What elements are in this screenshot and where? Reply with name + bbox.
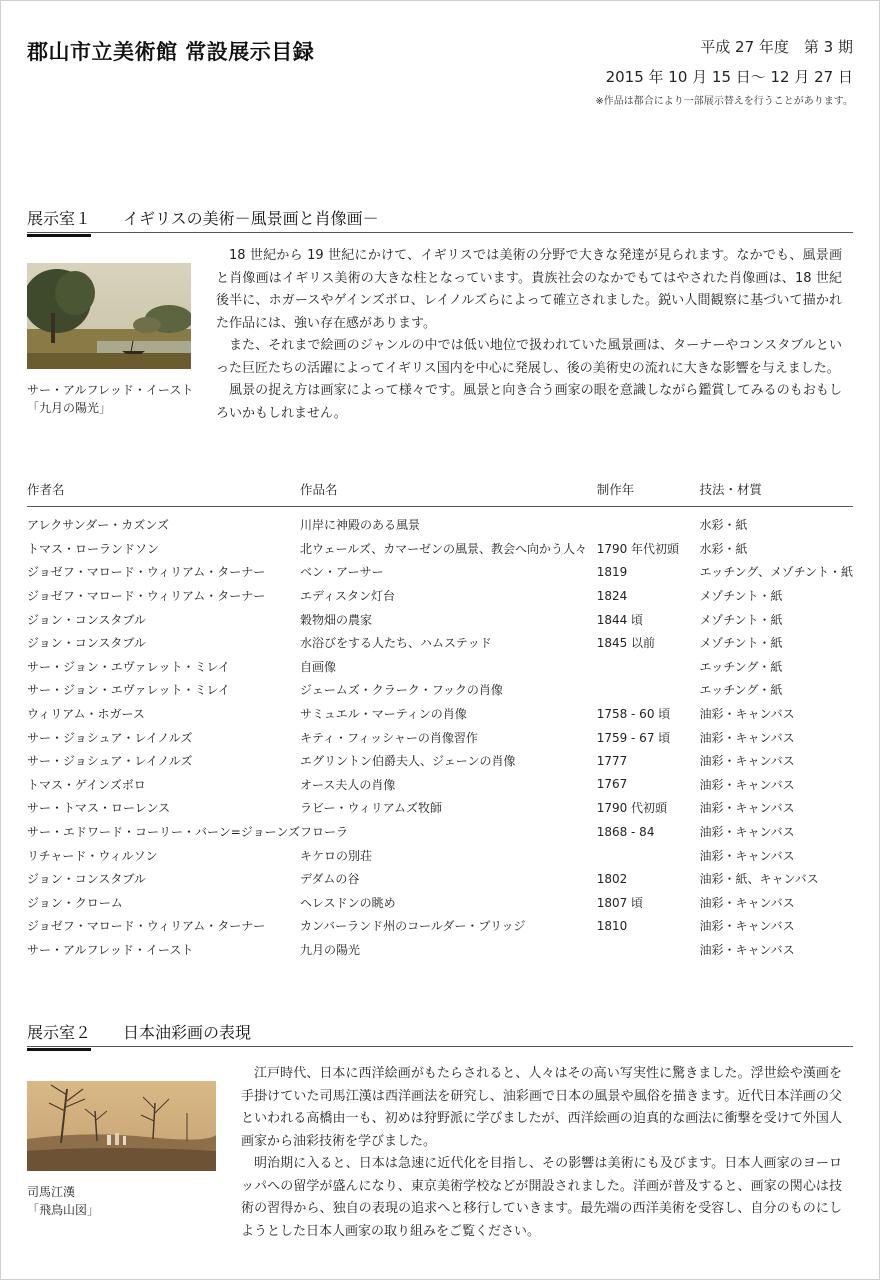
cell-medium: 油彩・紙、キャンバス	[699, 872, 819, 887]
cell-medium: メゾチント・紙	[699, 636, 783, 651]
cell-year: 1767	[596, 777, 628, 792]
table-row	[27, 631, 853, 655]
table-row	[27, 678, 853, 702]
cell-artist: サー・アルフレッド・イースト	[27, 942, 194, 957]
section1-title: イギリスの美術－風景画と肖像画－	[123, 209, 379, 228]
cell-title: 九月の陽光	[299, 942, 360, 957]
section2-paragraph: 江戸時代、日本に西洋絵画がもたらされると、人々はその高い写実性に驚きました。浮世絵や漢画を手掛けていた司馬江漢は西洋画法を研究し、油彩画で日本の風景や風俗を描きます。近代日本洋画の父といわれる高橋由一も、初めは狩野派に学びましたが、西洋絵画の迫真的な画法に衝撃を受けて外国人画家から油彩技術を学びました。	[241, 1066, 842, 1149]
cell-title: カンバーランド州のコールダー・ブリッジ	[299, 919, 526, 934]
table-row	[27, 749, 853, 773]
cell-year: 1802	[596, 871, 628, 886]
exhibition-period: 平成 27 年度 第 3 期	[700, 38, 853, 56]
cell-medium: 油彩・キャンバス	[699, 754, 795, 769]
thumbnail-september-sunshine	[27, 263, 191, 369]
asukayama-painting-image	[27, 1081, 216, 1171]
cell-year	[597, 678, 700, 702]
cell-artist: サー・ジョン・エヴァレット・ミレイ	[27, 683, 230, 698]
table-row	[27, 507, 853, 537]
cell-title: サミュエル・マーティンの肖像	[299, 707, 467, 722]
cell-artist: ジョゼフ・マロード・ウィリアム・ターナー	[27, 919, 266, 934]
cell-medium: 油彩・キャンバス	[699, 919, 795, 934]
cell-year: 1790 代初頭	[596, 801, 668, 816]
cell-artist: トマス・ローランドソン	[27, 541, 160, 556]
section1-number: 展示室１	[27, 206, 91, 232]
cell-year: 1777	[596, 753, 628, 768]
cell-title: 水浴びをする人たち、ハムステッド	[299, 636, 492, 651]
rotation-note: ※作品は都合により一部展示替えを行うことがあります。	[595, 96, 853, 107]
section2-body	[241, 1063, 842, 1243]
section1-paragraph: 風景の捉え方は画家によって様々です。風景と向き合う画家の眼を意識しながら鑑賞してみるのもおもしろいかもしれません。	[216, 383, 842, 421]
section2-heading	[27, 1020, 853, 1047]
table-row	[27, 560, 853, 584]
cell-medium: 油彩・キャンバス	[699, 895, 795, 910]
cell-year: 1844 頃	[596, 612, 644, 627]
cell-medium: エッチング・紙	[699, 683, 783, 698]
table-row	[27, 773, 853, 797]
exhibition-dates: 2015 年 10 月 15 日～ 12 月 27 日	[605, 68, 853, 86]
cell-artist: ウィリアム・ホガース	[27, 707, 145, 722]
cell-medium: 油彩・キャンバス	[699, 777, 795, 792]
cell-artist: リチャード・ウィルソン	[27, 848, 158, 863]
cell-year: 1819	[596, 564, 628, 579]
cell-artist: サー・ジョシュア・レイノルズ	[27, 754, 193, 769]
column-header-medium: 技法・材質	[700, 476, 854, 507]
cell-medium: 水彩・紙	[699, 518, 748, 533]
cell-title: キティ・フィッシャーの肖像習作	[299, 730, 478, 745]
table-row	[27, 938, 853, 962]
column-header-year: 制作年	[597, 476, 700, 507]
cell-title: ラビー・ウィリアムズ牧師	[299, 801, 442, 816]
cell-year: 1790 年代初頭	[596, 541, 680, 556]
caption-work: 「飛鳥山図」	[27, 1203, 100, 1217]
cell-year: 1758 - 60 頃	[596, 707, 671, 722]
cell-artist: ジョゼフ・マロード・ウィリアム・ターナー	[27, 589, 266, 604]
table-row	[27, 655, 853, 679]
thumbnail1-caption	[27, 381, 193, 417]
cell-medium: メゾチント・紙	[699, 612, 783, 627]
cell-artist: ジョン・クローム	[27, 895, 123, 910]
cell-title: ヘレスドンの眺め	[299, 895, 396, 910]
table-row	[27, 584, 853, 608]
cell-title: ジェームズ・クラーク・フックの肖像	[299, 683, 503, 698]
cell-title: ベン・アーサー	[299, 565, 384, 580]
table-row	[27, 867, 853, 891]
cell-artist: ジョン・コンスタブル	[27, 612, 146, 627]
cell-year	[597, 655, 700, 679]
section1-paragraph: 18 世紀から 19 世紀にかけて、イギリスでは美術の分野で大きな発達が見られます。なかでも、風景画と肖像画はイギリス美術の大きな柱となっています。貴族社会のなかでもてはやされた肖像画は、18 世紀後半に、ホガースやゲインズボロ、レイノルズらによって確立されました。鋭い人間観察に基づいて描かれた作品には、強い存在感があります。	[216, 248, 842, 331]
cell-medium: 油彩・キャンバス	[699, 730, 795, 745]
column-header-title: 作品名	[300, 476, 597, 507]
cell-year: 1845 以前	[596, 636, 656, 651]
section1-paragraph: また、それまで絵画のジャンルの中では低い地位で扱われていた風景画は、ターナーやコンスタブルといった巨匠たちの活躍によってイギリス国内を中心に発展し、後の美術史の流れに大きな影響を与えました。	[216, 338, 842, 376]
cell-title: オース夫人の肖像	[299, 777, 396, 792]
cell-artist: ジョゼフ・マロード・ウィリアム・ターナー	[27, 565, 266, 580]
table-row	[27, 796, 853, 820]
cell-title: エグリントン伯爵夫人、ジェーンの肖像	[299, 754, 516, 769]
table-row	[27, 820, 853, 844]
table-row	[27, 607, 853, 631]
section2-title: 日本油彩画の表現	[123, 1023, 252, 1042]
table-row	[27, 537, 853, 561]
cell-year	[597, 507, 700, 537]
cell-medium: 油彩・キャンバス	[699, 707, 795, 722]
cell-title: キケロの別荘	[299, 848, 372, 863]
cell-artist: ジョン・コンスタブル	[27, 636, 146, 651]
caption-artist: サー・アルフレッド・イースト	[27, 383, 194, 397]
section1-body	[216, 245, 842, 425]
cell-artist: サー・エドワード・コーリー・バーン=ジョーンズ	[27, 825, 300, 840]
table-header-row	[27, 476, 853, 507]
cell-year: 1807 頃	[596, 895, 644, 910]
caption-artist: 司馬江漢	[27, 1185, 76, 1199]
cell-medium: エッチング、メゾチント・紙	[699, 565, 853, 580]
cell-medium: エッチング・紙	[699, 659, 783, 674]
cell-year: 1759 - 67 頃	[596, 730, 671, 745]
cell-year	[597, 843, 700, 867]
section2-number: 展示室２	[27, 1020, 91, 1046]
works-table-body	[27, 507, 853, 962]
cell-medium: 油彩・キャンバス	[699, 801, 795, 816]
cell-title: 川岸に神殿のある風景	[299, 518, 420, 533]
table-row	[27, 914, 853, 938]
page-title: 郡山市立美術館 常設展示目録	[27, 40, 315, 64]
cell-title: 北ウェールズ、カマーゼンの風景、教会へ向かう人々	[299, 541, 588, 556]
cell-artist: サー・ジョシュア・レイノルズ	[27, 730, 193, 745]
table-row	[27, 891, 853, 915]
cell-title: フローラ	[299, 825, 348, 840]
column-header-artist: 作者名	[27, 476, 300, 507]
table-row	[27, 702, 853, 726]
cell-artist: アレクサンダー・カズンズ	[27, 518, 169, 533]
cell-artist: ジョン・コンスタブル	[27, 872, 146, 887]
landscape-painting-image	[27, 263, 191, 369]
cell-title: 穀物畑の農家	[299, 612, 372, 627]
cell-year: 1824	[596, 588, 628, 603]
table-row	[27, 725, 853, 749]
cell-artist: サー・ジョン・エヴァレット・ミレイ	[27, 659, 230, 674]
thumbnail2-caption	[27, 1183, 99, 1219]
cell-medium: 油彩・キャンバス	[699, 825, 795, 840]
caption-work: 「九月の陽光」	[27, 401, 112, 415]
cell-medium: 水彩・紙	[699, 541, 748, 556]
cell-year: 1868 - 84	[596, 824, 655, 839]
cell-artist: サー・トマス・ローレンス	[27, 801, 171, 816]
thumbnail-asukayama	[27, 1081, 216, 1171]
cell-title: デダムの谷	[299, 872, 360, 887]
cell-title: 自画像	[299, 659, 336, 674]
cell-year: 1810	[596, 918, 628, 933]
cell-medium: メゾチント・紙	[699, 589, 783, 604]
cell-medium: 油彩・キャンバス	[699, 848, 795, 863]
section2-paragraph: 明治期に入ると、日本は急速に近代化を目指し、その影響は美術にも及びます。日本人画家のヨーロッパへの留学が盛んになり、東京美術学校などが開設されました。洋画が普及すると、画家の関心は技術の習得から、独自の表現の追求へと移行していきます。最先端の西洋美術を受容し、自分のものにしようとした日本人画家の取り組みをご覧ください。	[241, 1156, 842, 1239]
table-row	[27, 843, 853, 867]
works-table	[27, 476, 853, 961]
section1-heading	[27, 206, 853, 233]
cell-year	[597, 938, 700, 962]
cell-artist: トマス・ゲインズボロ	[27, 777, 146, 792]
cell-title: エディスタン灯台	[299, 589, 396, 604]
cell-medium: 油彩・キャンバス	[699, 942, 795, 957]
